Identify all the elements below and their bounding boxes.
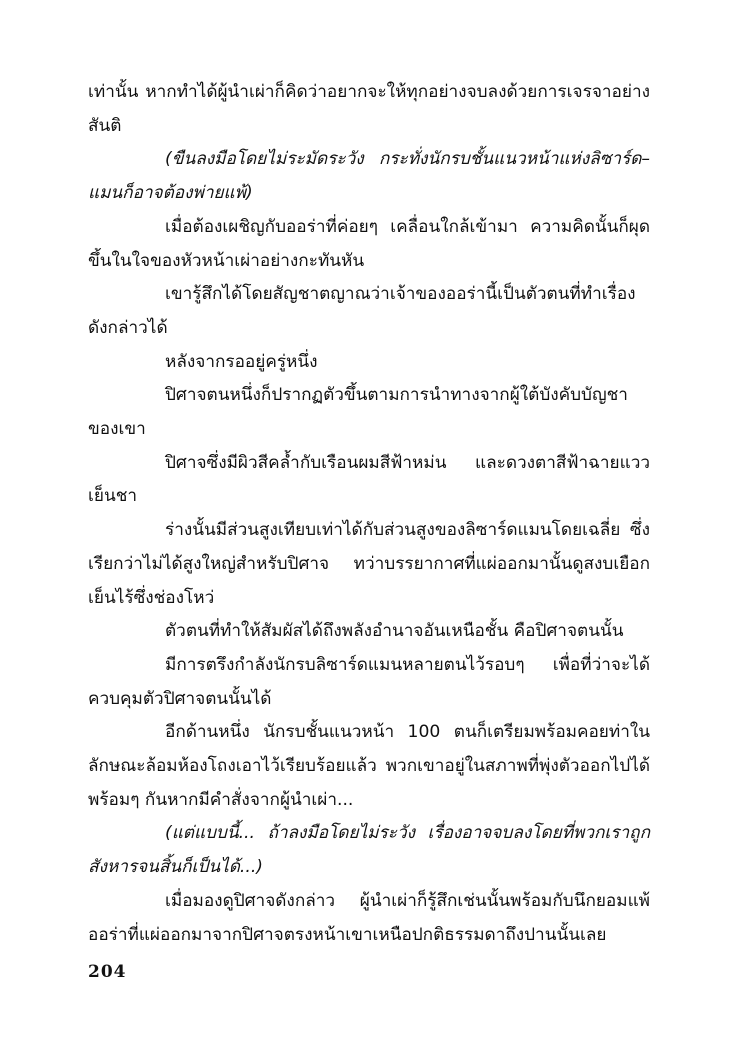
paragraph: ปิศาจตนหนึ่งก็ปรากฏตัวขึ้นตามการนำทางจากผู้ใต้บังคับบัญชาของเขา <box>88 385 628 440</box>
paragraph: เมื่อมองดูปิศาจดังกล่าว ผู้นำเผ่าก็รู้สึกเช่นนั้นพร้อมกับนึกยอมแพ้ออร่าที่แผ่ออกมาจากปิศาจตรงหน้าเขาเหนือปกติธรรมดาถึงปานนั้นเลย <box>88 890 650 945</box>
paragraph: ร่างนั้นมีส่วนสูงเทียบเท่าได้กับส่วนสูงของลิซาร์ดแมนโดยเฉลี่ย ซึ่งเรียกว่าไม่ได้สูงใหญ่สำหรับปิศาจ ทว่าบรรยากาศที่แผ่ออกมานั้นดูสงบเยือกเย็นไร้ซึ่งช่องโหว่ <box>88 520 650 608</box>
paragraph: เขารู้สึกได้โดยสัญชาตญาณว่าเจ้าของออร่านี้เป็นตัวตนที่ทำเรื่องดังกล่าวได้ <box>88 284 636 338</box>
paragraph: มีการตรึงกำลังนักรบลิซาร์ดแมนหลายตนไว้รอบๆ เพื่อที่ว่าจะได้ควบคุมตัวปิศาจตนนั้นได้ <box>88 654 650 709</box>
paragraph: เมื่อต้องเผชิญกับออร่าที่ค่อยๆ เคลื่อนใกล้เข้ามา ความคิดนั้นก็ผุดขึ้นในใจของหัวหน้าเผ่าอย่างกะทันหัน <box>88 216 650 271</box>
paragraph: หลังจากรออยู่ครู่หนึ่ง <box>165 351 318 372</box>
paragraph-thought: (แต่แบบนี้... ถ้าลงมือโดยไม่ระวัง เรื่องอาจจบลงโดยที่พวกเราถูกสังหารจนสิ้นก็เป็นได้...) <box>88 823 650 878</box>
page-number: 204 <box>88 962 127 982</box>
paragraph: เท่านั้น หากทำได้ผู้นำเผ่าก็คิดว่าอยากจะให้ทุกอย่างจบลงด้วยการเจรจาอย่างสันติ <box>88 82 650 136</box>
paragraph: ตัวตนที่ทำให้สัมผัสได้ถึงพลังอำนาจอันเหนือชั้น คือปิศาจตนนั้น <box>165 621 624 642</box>
paragraph: ปิศาจซึ่งมีผิวสีคล้ำกับเรือนผมสีฟ้าหม่น และดวงตาสีฟ้าฉายแววเย็นชา <box>88 452 650 507</box>
paragraph-thought: (ขืนลงมือโดยไม่ระมัดระวัง กระทั่งนักรบชั้นแนวหน้าแห่งลิซาร์ด–แมนก็อาจต้องพ่ายแพ้) <box>88 149 650 204</box>
body-text <box>88 76 650 952</box>
paragraph: อีกด้านหนึ่ง นักรบชั้นแนวหน้า 100 ตนก็เตรียมพร้อมคอยท่าในลักษณะล้อมห้องโถงเอาไว้เรียบร้อยแล้ว พวกเขาอยู่ในสภาพที่พุ่งตัวออกไปได้พร้อมๆ กันหากมีคำสั่งจากผู้นำเผ่า... <box>88 722 650 810</box>
